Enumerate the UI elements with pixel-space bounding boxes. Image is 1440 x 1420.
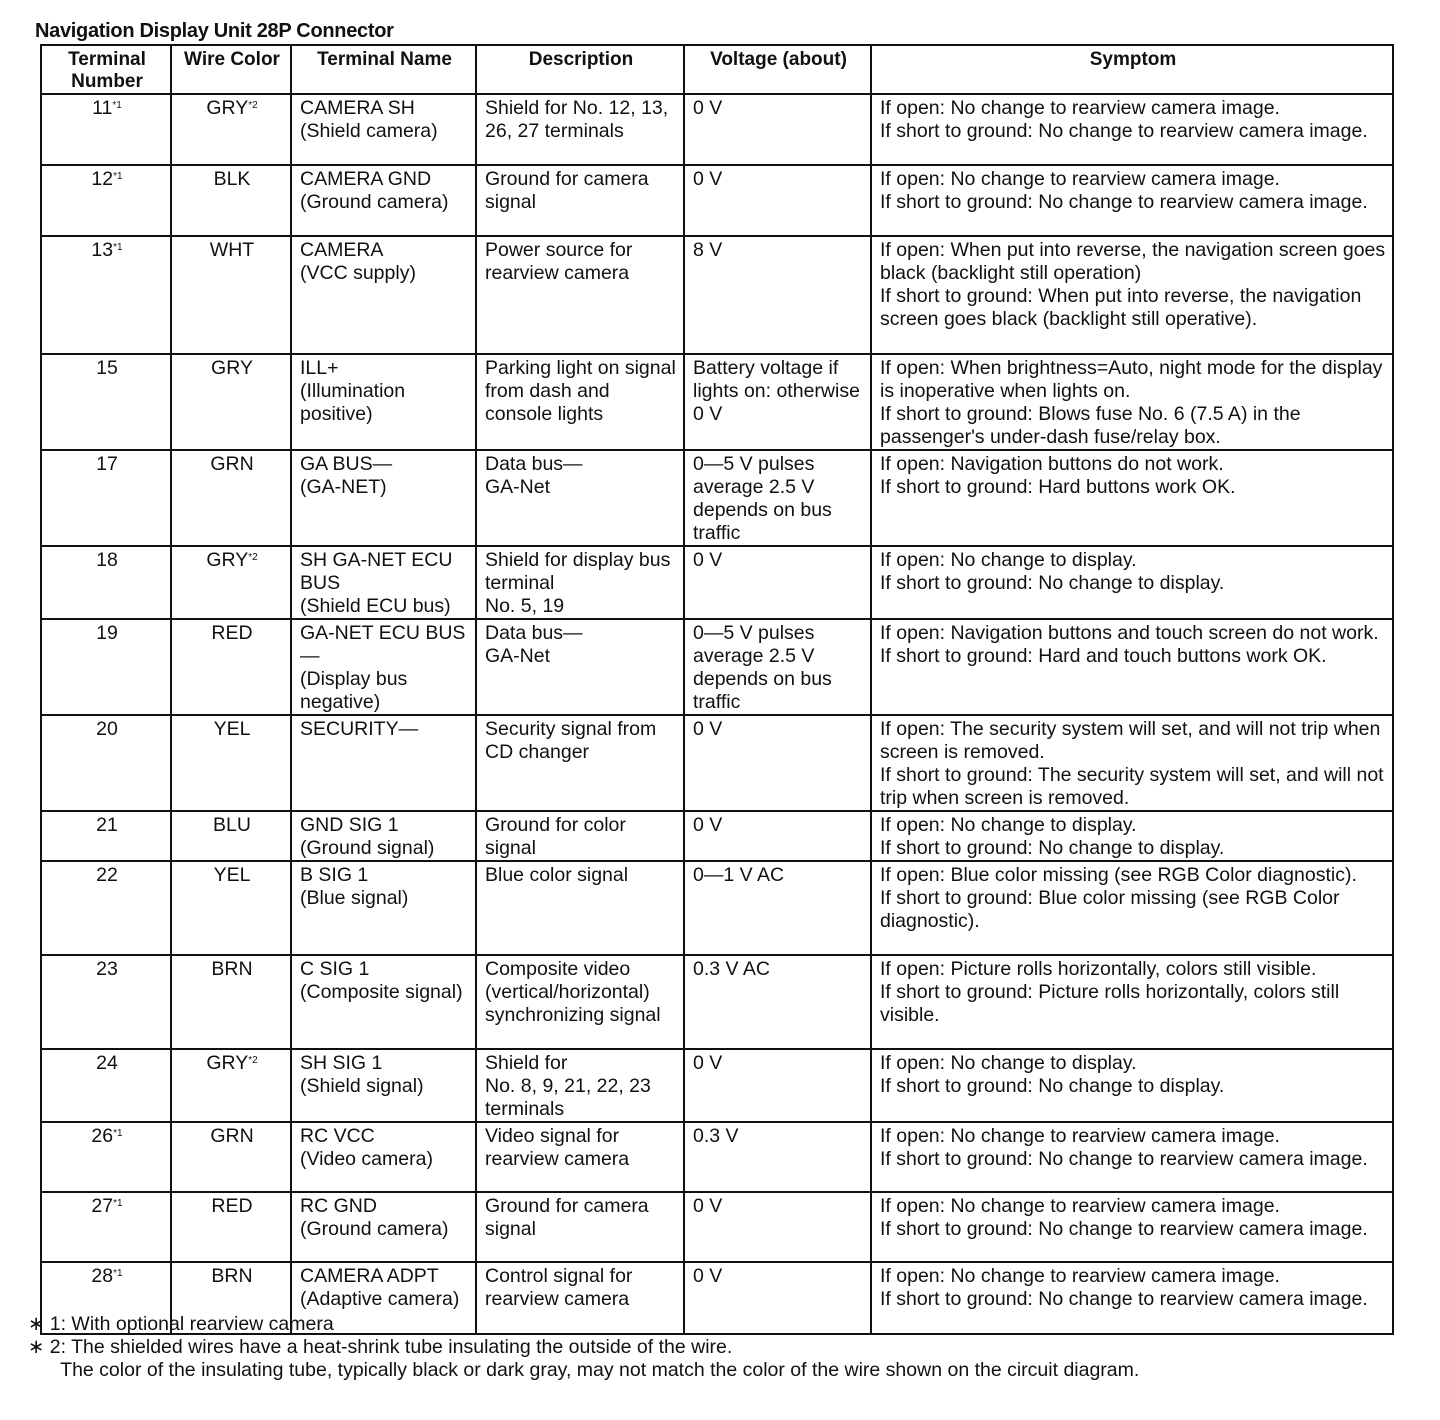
description-cell: Shield for display bus terminal No. 5, 19 — [476, 546, 684, 619]
footnote-marker: *1 — [112, 100, 122, 111]
terminal-name-cell: CAMERA ADPT (Adaptive camera) — [291, 1262, 476, 1334]
terminal-name-cell: CAMERA (VCC supply) — [291, 236, 476, 354]
description-cell: Data bus— GA-Net — [476, 450, 684, 546]
terminal-name-cell: SH SIG 1 (Shield signal) — [291, 1049, 476, 1122]
symptom-cell: If open: No change to display. If short to ground: No change to display. — [871, 811, 1393, 861]
description-cell: Ground for color signal — [476, 811, 684, 861]
voltage-cell: 0 V — [684, 715, 871, 811]
table-row — [41, 450, 1393, 546]
header-symptom: Symptom — [871, 45, 1393, 94]
footnote-marker: *1 — [113, 171, 123, 182]
description-cell: Blue color signal — [476, 861, 684, 955]
voltage-cell: 0 V — [684, 1192, 871, 1262]
table-row — [41, 811, 1393, 861]
voltage-cell: 0.3 V — [684, 1122, 871, 1192]
voltage-cell: 0—5 V pulses average 2.5 V depends on bus traffic — [684, 450, 871, 546]
voltage-cell: 8 V — [684, 236, 871, 354]
description-cell: Video signal for rearview camera — [476, 1122, 684, 1192]
table-row — [41, 955, 1393, 1049]
wire-color-cell: GRN — [171, 450, 291, 546]
symptom-cell: If open: Blue color missing (see RGB Color diagnostic). If short to ground: Blue color missing (see RGB Color diagnostic). — [871, 861, 1393, 955]
footnote-marker: *2 — [248, 1055, 258, 1066]
terminal-number-cell: 11$^{*1}$ — [41, 94, 171, 165]
table-row — [41, 861, 1393, 955]
terminal-name-cell: GA-NET ECU BUS— (Display bus negative) — [291, 619, 476, 715]
voltage-cell: 0 V — [684, 1262, 871, 1334]
symptom-cell: If open: No change to rearview camera image. If short to ground: No change to rearview camera image. — [871, 94, 1393, 165]
footnotes — [28, 1313, 1139, 1382]
symptom-cell: If open: No change to rearview camera image. If short to ground: No change to rearview camera image. — [871, 165, 1393, 236]
footnote-marker: *2 — [248, 552, 258, 563]
voltage-cell: 0 V — [684, 1049, 871, 1122]
terminal-name-cell: GND SIG 1 (Ground signal) — [291, 811, 476, 861]
symptom-cell: If open: No change to display. If short to ground: No change to display. — [871, 1049, 1393, 1122]
terminal-number-cell: 22 — [41, 861, 171, 955]
terminal-number-cell: 15 — [41, 354, 171, 450]
terminal-number-cell: 17 — [41, 450, 171, 546]
page-title: Navigation Display Unit 28P Connector — [35, 20, 394, 42]
header-terminal-number: Terminal Number — [41, 45, 171, 94]
footnote-marker: *1 — [113, 242, 123, 253]
table-row — [41, 1049, 1393, 1122]
footnote-2: ∗ 2: The shielded wires have a heat-shrink tube insulating the outside of the wire. — [28, 1336, 733, 1358]
voltage-cell: 0.3 V AC — [684, 955, 871, 1049]
terminal-number-cell: 19 — [41, 619, 171, 715]
wire-color-cell: RED — [171, 1192, 291, 1262]
table-body — [41, 94, 1393, 1334]
description-cell: Control signal for rearview camera — [476, 1262, 684, 1334]
symptom-cell: If open: No change to rearview camera image. If short to ground: No change to rearview camera image. — [871, 1192, 1393, 1262]
wire-color-cell: BLU — [171, 811, 291, 861]
voltage-cell: 0—5 V pulses average 2.5 V depends on bus traffic — [684, 619, 871, 715]
footnote-marker: *1 — [113, 1198, 123, 1209]
wire-color-cell: BLK — [171, 165, 291, 236]
terminal-number-cell: 13$^{*1}$ — [41, 236, 171, 354]
description-cell: Power source for rearview camera — [476, 236, 684, 354]
table-row — [41, 1192, 1393, 1262]
terminal-name-cell: C SIG 1 (Composite signal) — [291, 955, 476, 1049]
footnote-marker: *2 — [248, 100, 258, 111]
table-row — [41, 236, 1393, 354]
footnote-marker: *1 — [113, 1128, 123, 1139]
wire-color-cell: GRY$^{*2}$ — [171, 546, 291, 619]
table-row — [41, 165, 1393, 236]
symptom-cell: If open: When put into reverse, the navigation screen goes black (backlight still operation) If short to ground: When put into reverse, the navigation screen goes black (backlight still operative). — [871, 236, 1393, 354]
table-row — [41, 715, 1393, 811]
symptom-cell: If open: No change to rearview camera image. If short to ground: No change to rearview camera image. — [871, 1122, 1393, 1192]
symptom-cell: If open: Navigation buttons do not work. If short to ground: Hard buttons work OK. — [871, 450, 1393, 546]
symptom-cell: If open: Picture rolls horizontally, colors still visible. If short to ground: Picture rolls horizontally, colors still visible. — [871, 955, 1393, 1049]
voltage-cell: Battery voltage if lights on: otherwise 0 V — [684, 354, 871, 450]
description-cell: Composite video (vertical/horizontal) synchronizing signal — [476, 955, 684, 1049]
wire-color-cell: YEL — [171, 715, 291, 811]
wire-color-cell: RED — [171, 619, 291, 715]
terminal-number-cell: 21 — [41, 811, 171, 861]
terminal-name-cell: CAMERA SH (Shield camera) — [291, 94, 476, 165]
table-row — [41, 546, 1393, 619]
symptom-cell: If open: When brightness=Auto, night mode for the display is inoperative when lights on. If short to ground: Blows fuse No. 6 (7.5 A) in the passenger's under-dash fuse/relay box. — [871, 354, 1393, 450]
terminal-name-cell: SECURITY— — [291, 715, 476, 811]
terminal-number-cell: 20 — [41, 715, 171, 811]
terminal-name-cell: ILL+ (Illumination positive) — [291, 354, 476, 450]
terminal-name-cell: GA BUS— (GA-NET) — [291, 450, 476, 546]
wire-color-cell: GRY$^{*2}$ — [171, 1049, 291, 1122]
header-voltage: Voltage (about) — [684, 45, 871, 94]
wire-color-cell: GRY — [171, 354, 291, 450]
header-description: Description — [476, 45, 684, 94]
terminal-number-cell: 23 — [41, 955, 171, 1049]
terminal-number-cell: 27$^{*1}$ — [41, 1192, 171, 1262]
table-row — [41, 94, 1393, 165]
voltage-cell: 0 V — [684, 546, 871, 619]
symptom-cell: If open: No change to display. If short to ground: No change to display. — [871, 546, 1393, 619]
terminal-name-cell: RC VCC (Video camera) — [291, 1122, 476, 1192]
symptom-cell: If open: No change to rearview camera image. If short to ground: No change to rearview camera image. — [871, 1262, 1393, 1334]
header-terminal-name: Terminal Name — [291, 45, 476, 94]
terminal-number-cell: 24 — [41, 1049, 171, 1122]
description-cell: Ground for camera signal — [476, 165, 684, 236]
voltage-cell: 0—1 V AC — [684, 861, 871, 955]
header-wire-color: Wire Color — [171, 45, 291, 94]
description-cell: Ground for camera signal — [476, 1192, 684, 1262]
terminal-name-cell: SH GA-NET ECU BUS (Shield ECU bus) — [291, 546, 476, 619]
connector-table — [40, 44, 1394, 1335]
footnote-2-continued: The color of the insulating tube, typically black or dark gray, may not match the color of the wire shown on the circuit diagram. — [28, 1359, 1140, 1381]
wire-color-cell: GRY$^{*2}$ — [171, 94, 291, 165]
table-row — [41, 619, 1393, 715]
description-cell: Shield for No. 12, 13, 26, 27 terminals — [476, 94, 684, 165]
footnote-marker: *1 — [113, 1268, 123, 1279]
terminal-number-cell: 12$^{*1}$ — [41, 165, 171, 236]
symptom-cell: If open: The security system will set, and will not trip when screen is removed. If short to ground: The security system will set, and will not trip when screen is removed. — [871, 715, 1393, 811]
terminal-name-cell: CAMERA GND (Ground camera) — [291, 165, 476, 236]
description-cell: Data bus— GA-Net — [476, 619, 684, 715]
description-cell: Security signal from CD changer — [476, 715, 684, 811]
wire-color-cell: BRN — [171, 955, 291, 1049]
symptom-cell: If open: Navigation buttons and touch screen do not work. If short to ground: Hard and touch buttons work OK. — [871, 619, 1393, 715]
voltage-cell: 0 V — [684, 94, 871, 165]
wire-color-cell: YEL — [171, 861, 291, 955]
description-cell: Parking light on signal from dash and console lights — [476, 354, 684, 450]
terminal-name-cell: B SIG 1 (Blue signal) — [291, 861, 476, 955]
terminal-number-cell: 18 — [41, 546, 171, 619]
footnote-1: ∗ 1: With optional rearview camera — [28, 1313, 334, 1335]
wire-color-cell: WHT — [171, 236, 291, 354]
terminal-number-cell: 26$^{*1}$ — [41, 1122, 171, 1192]
terminal-name-cell: RC GND (Ground camera) — [291, 1192, 476, 1262]
terminal-number-cell: 28$^{*1}$ — [41, 1262, 171, 1334]
description-cell: Shield for No. 8, 9, 21, 22, 23 terminals — [476, 1049, 684, 1122]
wire-color-cell: GRN — [171, 1122, 291, 1192]
voltage-cell: 0 V — [684, 811, 871, 861]
table-row — [41, 1122, 1393, 1192]
header-row — [41, 45, 1393, 94]
table-row — [41, 354, 1393, 450]
voltage-cell: 0 V — [684, 165, 871, 236]
wire-color-cell: BRN — [171, 1262, 291, 1334]
